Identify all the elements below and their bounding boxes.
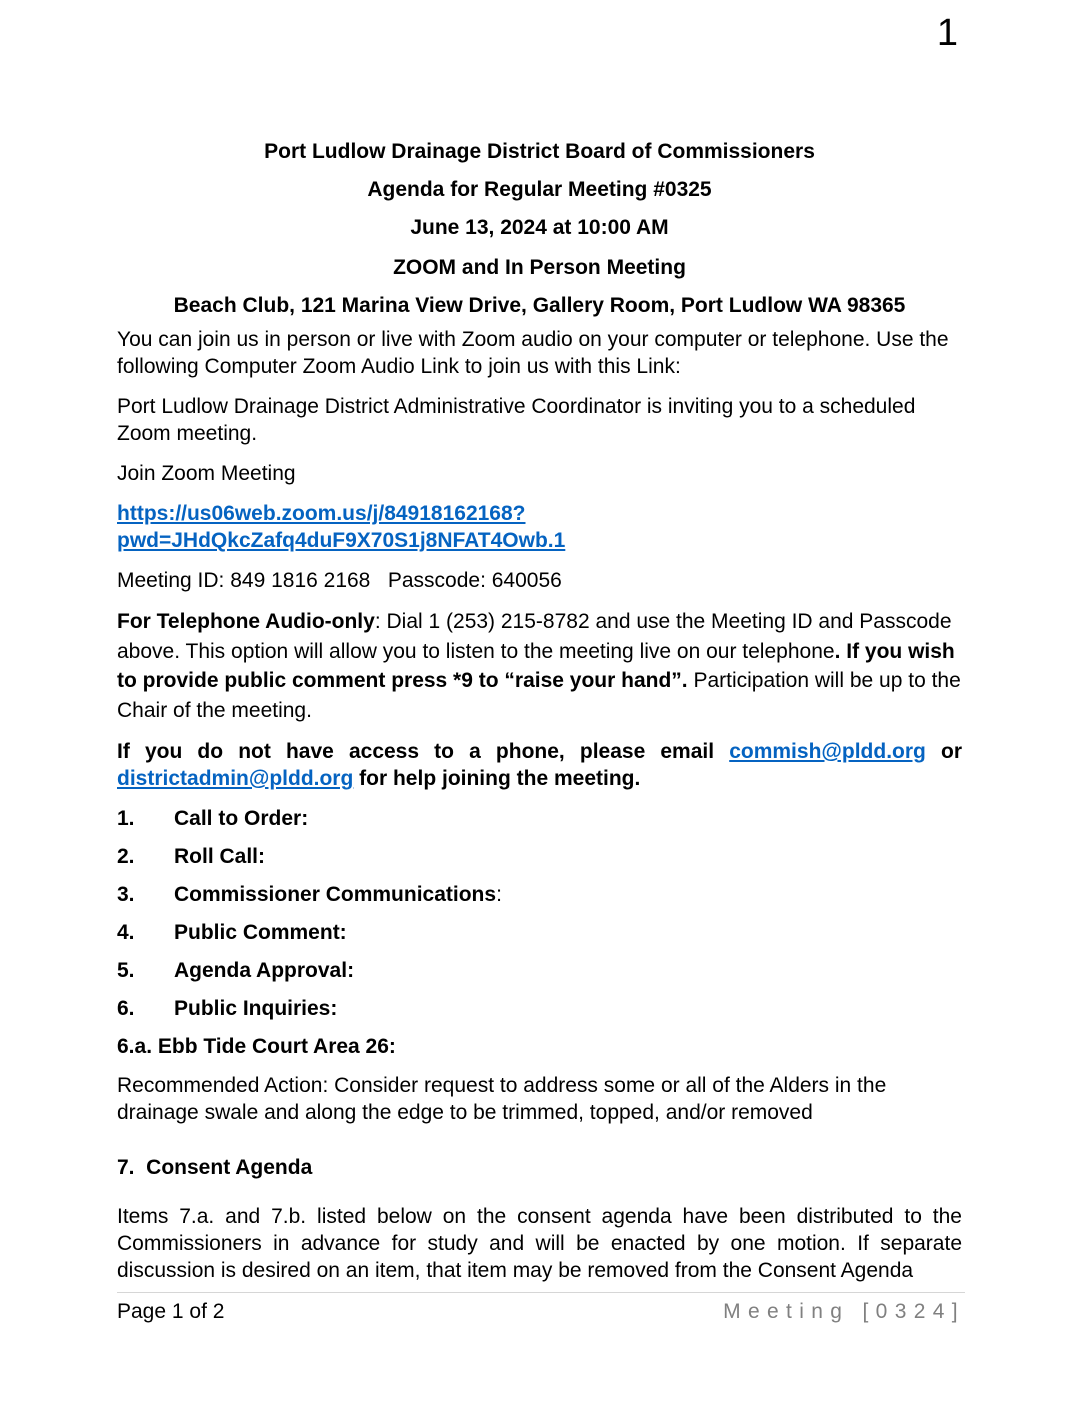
doc-date-time: June 13, 2024 at 10:00 AM	[410, 216, 669, 239]
email-help-text-1: If you do not have access to a phone, please email	[117, 740, 730, 763]
meeting-format-heading: ZOOM and In Person Meeting	[393, 256, 686, 279]
agenda-item-call-to-order	[117, 805, 962, 832]
zoom-meeting-link[interactable]: https://us06web.zoom.us/j/84918162168?pwd=JHdQkcZafq4duF9X70S1j8NFAT4Owb.1	[117, 502, 566, 552]
doc-title: Port Ludlow Drainage District Board of Commissioners	[264, 140, 815, 163]
agenda-item-label: Public Inquiries:	[174, 997, 338, 1020]
document-content	[117, 138, 968, 1297]
agenda-item-roll-call	[117, 843, 962, 870]
agenda-item-number: 6.	[117, 997, 135, 1020]
agenda-item-number: 1.	[117, 807, 135, 830]
agenda-item-agenda-approval	[117, 957, 962, 984]
agenda-item-label: Public Comment:	[174, 921, 347, 944]
agenda-item-commissioner-communications: 3. Commissioner Communications:	[117, 883, 502, 906]
intro-paragraph: You can join us in person or live with Zoom audio on your computer or telephone. Use the following Computer Zoom Audio Link to join us with this Link:	[117, 328, 955, 378]
agenda-item-number: 4.	[117, 921, 135, 944]
section-6a-recommended-action: Recommended Action: Consider request to address some or all of the Alders in the drainage swale and along the edge to be trimmed, topped, and/or removed	[117, 1074, 893, 1124]
agenda-item-number: 2.	[117, 845, 135, 868]
agenda-item-number: 5.	[117, 959, 135, 982]
page-footer	[117, 1292, 965, 1324]
agenda-item-number: 3.	[117, 883, 135, 906]
agenda-item-label: Commissioner Communications	[174, 883, 497, 906]
consent-agenda-paragraph: Items 7.a. and 7.b. listed below on the consent agenda have been distributed to the Commissioners in advance for study and will be enacted by one motion. If separate discussion is desired on an item, that item may be removed from the Consent Agenda	[117, 1205, 968, 1282]
doc-meeting-number: Agenda for Regular Meeting #0325	[367, 178, 712, 201]
email-help-text-3: for help joining the meeting.	[353, 767, 641, 790]
telephone-audio-text-1: : Dial 1 (253) 215-8782 and use the Meeting ID and Passcode above. This option will allow you to listen to the meeting live on our telephone	[117, 610, 958, 663]
meeting-id-passcode-line: Meeting ID: 849 1816 2168 Passcode: 640056	[117, 569, 562, 592]
agenda-item-label: Call to Order:	[174, 807, 309, 830]
agenda-item-label: Roll Call:	[174, 845, 266, 868]
telephone-audio-paragraph	[117, 607, 967, 725]
footer-meeting-tag: Meeting [0324]	[723, 1300, 965, 1323]
telephone-audio-bold-note: . If you wish to provide public comment press *9 to “raise your hand”.	[117, 639, 961, 692]
agenda-item-label: Agenda Approval:	[174, 959, 355, 982]
email-link-districtadmin[interactable]: districtadmin@pldd.org	[117, 767, 354, 790]
agenda-item-public-comment	[117, 919, 962, 946]
telephone-audio-text-2: Participation will be up to the Chair of the meeting.	[117, 669, 967, 722]
section-6a-heading: 6.a. Ebb Tide Court Area 26:	[117, 1035, 396, 1058]
footer-page-count: Page 1 of 2	[117, 1300, 225, 1323]
join-zoom-label: Join Zoom Meeting	[117, 462, 296, 485]
email-link-commish[interactable]: commish@pldd.org	[729, 740, 926, 763]
agenda-list	[117, 805, 962, 1022]
zoom-link-line	[117, 500, 962, 554]
agenda-item-public-inquiries	[117, 995, 962, 1022]
page-corner-number: 1	[936, 12, 958, 54]
email-help-text-2: or	[925, 740, 968, 763]
section-7-heading: 7. Consent Agenda	[117, 1156, 313, 1179]
invite-paragraph: Port Ludlow Drainage District Administrative Coordinator is inviting you to a scheduled Zoom meeting.	[117, 395, 922, 445]
meeting-location: Beach Club, 121 Marina View Drive, Gallery Room, Port Ludlow WA 98365	[173, 294, 906, 317]
telephone-audio-lead: For Telephone Audio-only	[117, 610, 375, 633]
email-help-paragraph	[117, 738, 968, 792]
